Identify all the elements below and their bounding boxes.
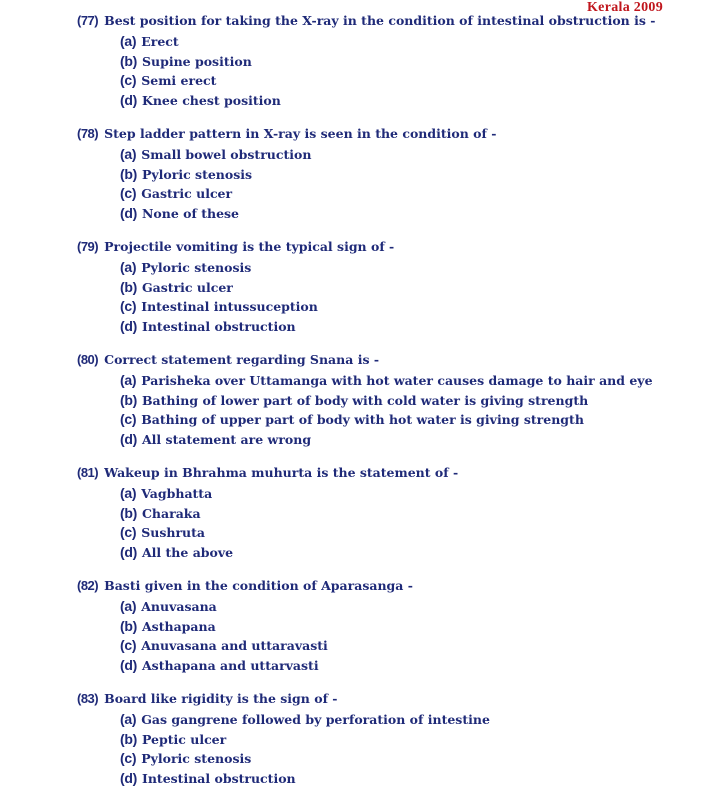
option-text: Knee chest position <box>141 92 281 108</box>
option-text: None of these <box>141 205 240 221</box>
answer-option <box>120 318 697 338</box>
answer-option <box>120 279 697 299</box>
question-number: (83) <box>77 691 99 706</box>
answer-option <box>120 72 697 92</box>
question-block <box>77 239 697 337</box>
option-letter: (b) <box>120 278 137 295</box>
option-letter: (d) <box>120 656 137 673</box>
option-letter: (c) <box>120 72 137 88</box>
exam-source-tag: Kerala 2009 <box>586 0 663 15</box>
option-text: Peptic ulcer <box>141 731 227 747</box>
question-block <box>77 465 697 563</box>
answer-option <box>120 205 697 225</box>
question-number: (82) <box>77 578 99 593</box>
question-text: Best position for taking the X-ray in the condition of intestinal obstruction is - <box>104 13 656 28</box>
question-number: (81) <box>77 465 99 480</box>
question-block <box>77 352 697 450</box>
option-text: Bathing of lower part of body with cold water is giving strength <box>141 392 589 408</box>
answer-option <box>120 146 697 166</box>
option-text: Parisheka over Uttamanga with hot water causes damage to hair and eye <box>141 373 653 388</box>
question-block <box>77 578 697 676</box>
answer-option <box>120 185 697 205</box>
option-letter: (c) <box>120 185 137 201</box>
answer-option <box>120 298 697 318</box>
option-text: Pyloric stenosis <box>141 166 253 182</box>
question-block <box>77 691 697 789</box>
option-text: Bathing of upper part of body with hot water is giving strength <box>141 412 584 427</box>
option-list <box>120 146 697 224</box>
answer-option <box>120 598 697 618</box>
question-text: Board like rigidity is the sign of - <box>104 691 338 706</box>
question-text: Step ladder pattern in X-ray is seen in the condition of - <box>104 126 497 141</box>
question-number: (77) <box>77 13 99 28</box>
question-text: Projectile vomiting is the typical sign of - <box>104 239 395 254</box>
answer-option <box>120 53 697 73</box>
option-letter: (b) <box>120 730 137 747</box>
answer-option <box>120 411 697 431</box>
answer-option <box>120 524 697 544</box>
answer-option <box>120 485 697 505</box>
question-stem <box>77 13 697 32</box>
option-list <box>120 485 697 563</box>
option-letter: (a) <box>120 485 137 501</box>
answer-option <box>120 770 697 790</box>
option-text: Vagbhatta <box>141 486 213 501</box>
option-text: Anuvasana <box>141 599 217 614</box>
option-text: Pyloric stenosis <box>141 260 252 275</box>
option-letter: (d) <box>120 317 137 334</box>
question-stem <box>77 578 697 597</box>
option-text: Erect <box>141 34 179 49</box>
option-text: Gas gangrene followed by perforation of intestine <box>141 712 490 727</box>
answer-option <box>120 657 697 677</box>
option-letter: (c) <box>120 637 137 653</box>
option-letter: (a) <box>120 711 137 727</box>
option-letter: (a) <box>120 146 137 162</box>
option-letter: (a) <box>120 33 137 49</box>
question-number: (79) <box>77 239 99 254</box>
answer-option <box>120 92 697 112</box>
answer-option <box>120 731 697 751</box>
question-stem <box>77 465 697 484</box>
answer-option <box>120 618 697 638</box>
option-text: Charaka <box>141 505 201 521</box>
option-text: Gastric ulcer <box>141 279 233 295</box>
answer-option <box>120 544 697 564</box>
question-text: Basti given in the condition of Aparasanga - <box>104 578 413 593</box>
option-letter: (d) <box>120 543 137 560</box>
option-text: Asthapana and uttarvasti <box>141 657 319 673</box>
answer-option <box>120 637 697 657</box>
option-list <box>120 372 697 450</box>
option-text: Supine position <box>141 53 252 69</box>
answer-option <box>120 372 697 392</box>
option-text: Semi erect <box>141 73 217 88</box>
option-text: All statement are wrong <box>141 431 312 447</box>
question-number: (80) <box>77 352 99 367</box>
option-letter: (b) <box>120 165 137 182</box>
option-letter: (c) <box>120 524 137 540</box>
option-text: Small bowel obstruction <box>141 147 312 162</box>
option-text: Pyloric stenosis <box>141 751 252 766</box>
option-text: Gastric ulcer <box>141 186 233 201</box>
option-list <box>120 259 697 337</box>
option-letter: (d) <box>120 769 137 786</box>
answer-option <box>120 392 697 412</box>
question-block <box>77 126 697 224</box>
answer-option <box>120 431 697 451</box>
option-letter: (a) <box>120 259 137 275</box>
option-letter: (b) <box>120 391 137 408</box>
question-block <box>77 13 697 111</box>
question-stem <box>77 691 697 710</box>
option-letter: (c) <box>120 750 137 766</box>
option-text: Intestinal obstruction <box>141 318 296 334</box>
question-stem <box>77 352 697 371</box>
option-text: Intestinal intussuception <box>141 299 318 314</box>
option-list <box>120 711 697 789</box>
option-letter: (b) <box>120 504 137 521</box>
question-list <box>77 13 697 804</box>
question-text: Correct statement regarding Snana is - <box>104 352 380 367</box>
option-letter: (d) <box>120 204 137 221</box>
option-letter: (d) <box>120 91 137 108</box>
option-list <box>120 33 697 111</box>
option-list <box>120 598 697 676</box>
answer-option <box>120 750 697 770</box>
answer-option <box>120 33 697 53</box>
answer-option <box>120 259 697 279</box>
option-text: Intestinal obstruction <box>141 770 296 786</box>
option-text: Anuvasana and uttaravasti <box>141 638 328 653</box>
option-letter: (b) <box>120 52 137 69</box>
answer-option <box>120 505 697 525</box>
option-text: Asthapana <box>141 618 216 634</box>
option-text: All the above <box>141 544 234 560</box>
option-letter: (a) <box>120 598 137 614</box>
option-letter: (a) <box>120 372 137 388</box>
option-letter: (c) <box>120 411 137 427</box>
option-letter: (c) <box>120 298 137 314</box>
option-letter: (d) <box>120 430 137 447</box>
option-letter: (b) <box>120 617 137 634</box>
question-text: Wakeup in Bhrahma muhurta is the statement of - <box>104 465 459 480</box>
option-text: Sushruta <box>141 525 206 540</box>
answer-option <box>120 711 697 731</box>
question-stem <box>77 126 697 145</box>
question-number: (78) <box>77 126 99 141</box>
question-stem <box>77 239 697 258</box>
answer-option <box>120 166 697 186</box>
